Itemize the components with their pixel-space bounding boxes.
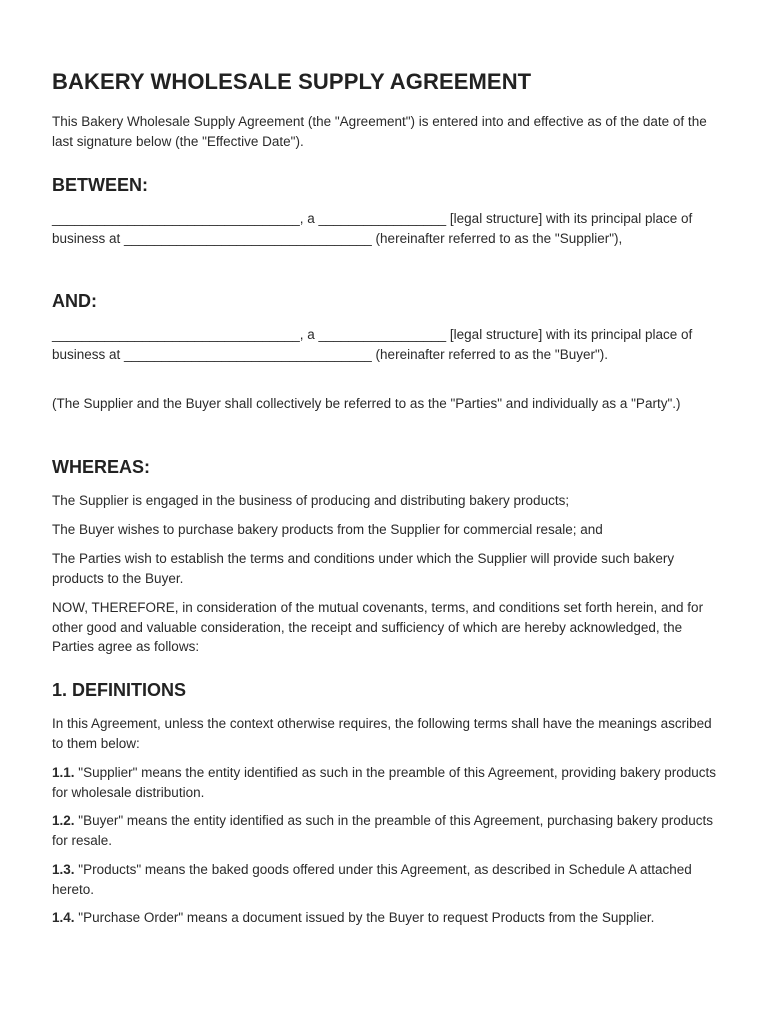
definition-item xyxy=(52,908,720,928)
supplier-party-paragraph: _________________________________, a _________________ [legal structure] with its principal place of business at _________________________________ (hereinafter referred to as the "Supplier"), xyxy=(52,211,693,246)
definition-text: "Products" means the baked goods offered under this Agreement, as described in Schedule A attached hereto. xyxy=(52,862,692,897)
whereas-clause: The Supplier is engaged in the business of producing and distributing bakery products; xyxy=(52,493,570,508)
definition-item xyxy=(52,811,720,850)
document-title: BAKERY WHOLESALE SUPPLY AGREEMENT xyxy=(52,69,532,94)
definitions-intro: In this Agreement, unless the context otherwise requires, the following terms shall have the meanings ascribed to them below: xyxy=(52,716,712,751)
definition-number: 1.2. xyxy=(52,813,75,828)
whereas-clause: The Buyer wishes to purchase bakery products from the Supplier for commercial resale; and xyxy=(52,522,603,537)
parties-note-paragraph: (The Supplier and the Buyer shall collectively be referred to as the "Parties" and individually as a "Party".) xyxy=(52,396,681,411)
whereas-heading: WHEREAS: xyxy=(52,457,150,477)
now-therefore-paragraph: NOW, THEREFORE, in consideration of the mutual covenants, terms, and conditions set forth herein, and for other good and valuable consideration, the receipt and sufficiency of which are hereby acknowledged, the Parties agree as follows: xyxy=(52,600,704,655)
definition-item xyxy=(52,860,720,899)
definition-number: 1.4. xyxy=(52,910,75,925)
intro-paragraph: This Bakery Wholesale Supply Agreement (the "Agreement") is entered into and effective as of the date of the last signature below (the "Effective Date"). xyxy=(52,114,707,149)
buyer-party-paragraph: _________________________________, a _________________ [legal structure] with its principal place of business at _________________________________ (hereinafter referred to as the "Buyer"). xyxy=(52,327,693,362)
definition-number: 1.3. xyxy=(52,862,75,877)
definition-number: 1.1. xyxy=(52,765,75,780)
definitions-heading: 1. DEFINITIONS xyxy=(52,680,187,700)
definition-text: "Buyer" means the entity identified as such in the preamble of this Agreement, purchasing bakery products for resale. xyxy=(52,813,713,848)
definition-text: "Supplier" means the entity identified as such in the preamble of this Agreement, providing bakery products for wholesale distribution. xyxy=(52,765,716,800)
definition-item xyxy=(52,763,720,802)
whereas-clause: The Parties wish to establish the terms and conditions under which the Supplier will provide such bakery products to the Buyer. xyxy=(52,551,675,586)
definition-text: "Purchase Order" means a document issued by the Buyer to request Products from the Supplier. xyxy=(78,910,655,925)
between-heading: BETWEEN: xyxy=(52,175,148,195)
and-heading: AND: xyxy=(52,291,97,311)
